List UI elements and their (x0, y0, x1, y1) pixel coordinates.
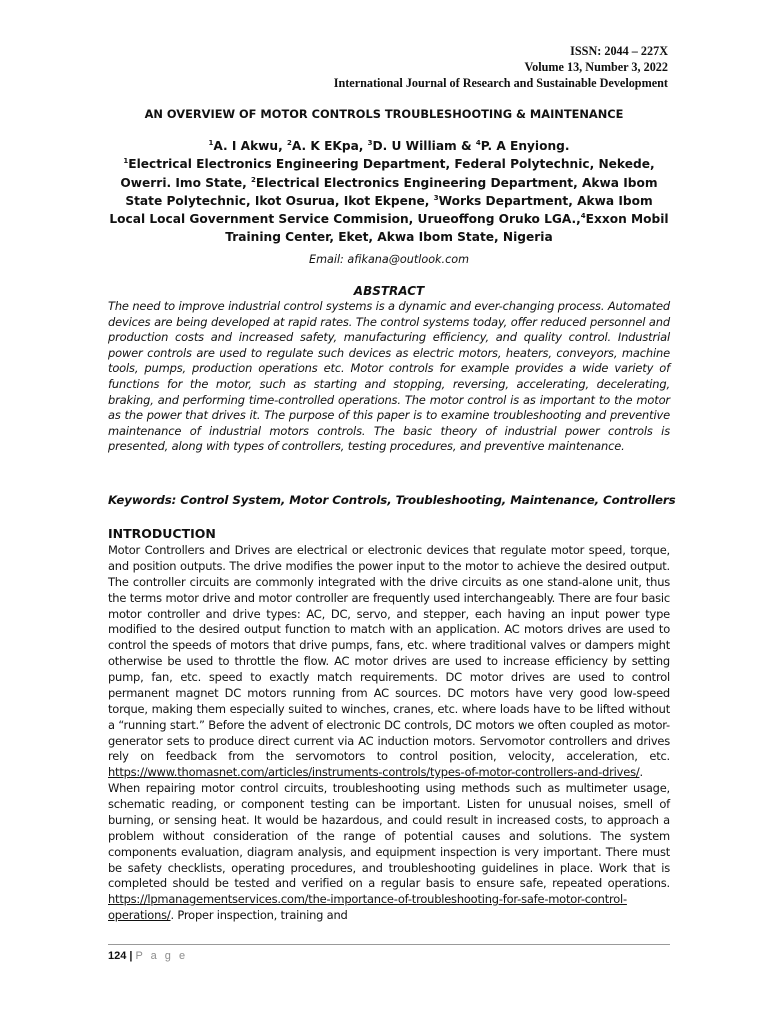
author-sup: 3 (367, 139, 373, 147)
paper-title: AN OVERVIEW OF MOTOR CONTROLS TROUBLESHOOTING & MAINTENANCE (144, 107, 624, 121)
journal-name: International Journal of Research and Sustainable Development (333, 76, 668, 90)
issn: ISSN: 2044 – 227X (570, 44, 668, 58)
abstract-text: The need to improve industrial control systems is a dynamic and ever-changing process. Automated devices are being developed at rapid rates. The control systems today, offer reduced personnel and production costs and increased safety, manufacturing efficiency, and quality control. Industrial power controls are used to regulate such devices as electric motors, heaters, conveyors, machine tools, pumps, production operations etc. Motor controls for example provides a wide variety of functions for the motor, such as starting and stopping, reversing, accelerating, decelerating, braking, and performing time-controlled operations. The motor control is as important to the motor as the power that drives it. The purpose of this paper is to examine troubleshooting and preventive maintenance of industrial motors controls. The basic theory of industrial power controls is presented, along with types of controllers, testing procedures, and preventive maintenance. (108, 299, 670, 454)
footer-divider (108, 944, 670, 945)
page-footer (108, 950, 188, 962)
affiliation-list (109, 157, 668, 244)
author-name: A. K EKpa, (291, 139, 368, 153)
volume-number: Volume 13, Number 3, 2022 (524, 60, 668, 74)
author-name: A. I Akwu, (213, 139, 287, 153)
author-sup: 1 (208, 139, 214, 147)
intro-paragraph-part: . Proper inspection, training and (170, 908, 348, 923)
affiliation: Exxon Mobil Training Center, Eket, Akwa Ibom State, Nigeria (225, 212, 669, 245)
authors-block (108, 137, 670, 247)
author-sup: 4 (475, 139, 481, 147)
affiliation: Electrical Electronics Engineering Department, Akwa Ibom State Polytechnic, Ikot Osurua, Ikot Ekpene, (125, 175, 658, 208)
intro-paragraph-part: . When repairing motor control circuits, troubleshooting using methods such as multimeter usage, schematic reading, or component testing can be important. Listen for unusual noises, smell of burning, or sensing heat. It would be hazardous, and could result in increased costs, to approach a problem without consideration of the range of potential causes and solutions. The system components evaluation, diagram analysis, and equipment inspection is very important. There must be safety checklists, operating procedures, and troubleshooting guidelines in place. Work that is completed should be tested and verified on a regular basis to ensure safe, repeated operations. (108, 765, 670, 891)
author-name: P. A Enyiong. (480, 139, 570, 153)
affiliation: Works Department, Akwa Ibom Local Local Government Service Commision, Urueoffong Oruko LGA., (109, 193, 653, 227)
affiliation-sup: 3 (433, 193, 439, 202)
affiliation-sup: 1 (123, 157, 129, 166)
affiliation-sup: 4 (580, 212, 586, 221)
journal-header (334, 43, 668, 91)
author-sup: 2 (286, 139, 292, 147)
intro-paragraph-part: Motor Controllers and Drives are electrical or electronic devices that regulate motor speed, torque, and position outputs. The drive modifies the power input to the motor to achieve the desired output. The controller circuits are commonly integrated with the drive circuits as one stand-alone unit, thus the terms motor drive and motor controller are frequently used interchangeably. There are four basic motor controller and drive types: AC, DC, servo, and stepper, each having an input power type modified to the desired output function to match with an application. AC motors drives are used to control the speeds of motors that drive pumps, fans, etc. where traditional valves or dampers might otherwise be used to throttle the flow. AC motor drives are used to increase efficiency by setting pump, fan, etc. speed to exactly match requirements. DC motor drives are used to control permanent magnet DC motors running from AC sources. DC motors have very good low-speed torque, making them especially suited to winches, cranes, etc. where loads have to be lifted without a “running start.” Before the advent of electronic DC controls, DC motors we often coupled as motor-generator sets to produce direct current via AC induction motors. Servomotor controllers and drives rely on feedback from the servomotors to control position, velocity, acceleration, etc. (108, 543, 670, 764)
keywords: Keywords: Control System, Motor Controls, Troubleshooting, Maintenance, Controllers (108, 493, 676, 507)
lpmanagement-link[interactable]: https://lpmanagementservices.com/the-importance-of-troubleshooting-for-safe-motor-control-operations/ (108, 892, 627, 923)
page-label: P a g e (135, 950, 188, 962)
abstract-heading: ABSTRACT (353, 284, 425, 298)
author-name: D. U William & (372, 139, 476, 153)
affiliation-sup: 2 (251, 175, 256, 184)
thomasnet-link[interactable]: https://www.thomasnet.com/articles/instruments-controls/types-of-motor-controllers-and-drives/ (108, 765, 640, 780)
affiliation: Electrical Electronics Engineering Department, Federal Polytechnic, Nekede, Owerri. Imo State, (120, 157, 655, 190)
author-list (208, 139, 569, 153)
introduction-text (108, 543, 670, 924)
introduction-heading: INTRODUCTION (108, 526, 216, 541)
footer-separator: | (129, 950, 133, 962)
page-number: 124 (108, 950, 127, 962)
contact-email: Email: afikana@outlook.com (309, 253, 469, 266)
